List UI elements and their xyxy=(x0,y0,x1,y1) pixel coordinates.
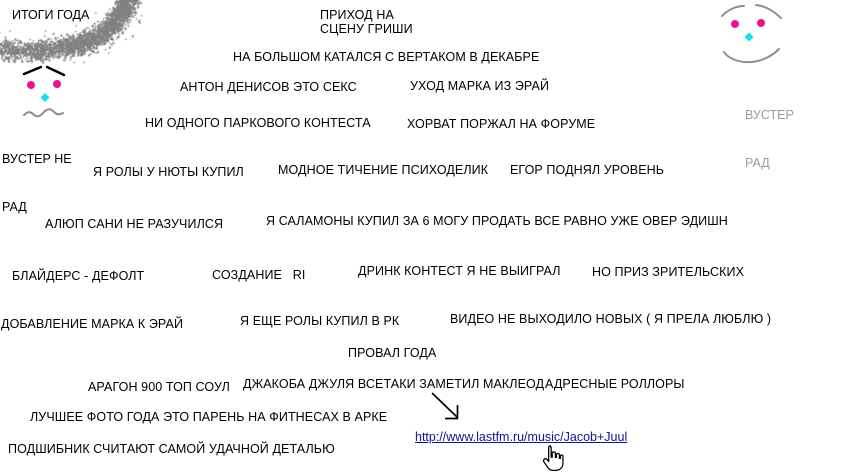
note: НО ПРИЗ ЗРИТЕЛЬСКИХ xyxy=(592,265,745,279)
note: Я ЕЩЕ РОЛЫ КУПИЛ В РК xyxy=(240,314,400,328)
note: ЕГОР ПОДНЯЛ УРОВЕНЬ xyxy=(510,163,665,177)
right-face-caption xyxy=(745,75,794,187)
left-caption-line1: ВУСТЕР НЕ xyxy=(2,152,72,166)
note: НА БОЛЬШОМ КАТАЛСЯ С ВЕРТАКОМ В ДЕКАБРЕ xyxy=(233,50,540,64)
note: ДРИНК КОНТЕСТ Я НЕ ВЫИГРАЛ xyxy=(358,264,561,278)
note: Я САЛАМОНЫ КУПИЛ ЗА 6 МОГУ ПРОДАТЬ ВСЕ РАВНО УЖЕ ОВЕР ЭДИШН xyxy=(266,214,728,228)
arrow-lines xyxy=(432,393,458,419)
eye-left-dot xyxy=(731,20,739,28)
note: НИ ОДНОГО ПАРКОВОГО КОНТЕСТА xyxy=(145,116,371,130)
eyebrow-right xyxy=(47,67,64,75)
note: СЦЕНУ ГРИШИ xyxy=(320,22,413,36)
note: ПРИХОД НА xyxy=(320,8,394,22)
left-face-caption xyxy=(2,119,72,231)
arrow-icon xyxy=(428,389,464,423)
note: АРАГОН 900 ТОП СОУЛ xyxy=(88,380,230,394)
smile-line xyxy=(724,49,779,62)
note: ЛУЧШЕЕ ФОТО ГОДА ЭТО ПАРЕНЬ НА ФИТНЕСАХ В АРКЕ xyxy=(30,410,388,424)
eyebrow-left xyxy=(24,67,41,74)
left-caption-line2: РАД xyxy=(2,200,27,214)
note: УХОД МАРКА ИЗ ЭРАЙ xyxy=(410,79,550,93)
angry-face xyxy=(18,60,78,120)
note: ХОРВАТ ПОРЖАЛ НА ФОРУМЕ xyxy=(407,117,596,131)
eye-right-dot xyxy=(53,80,61,88)
note: ДОБАВЛЕНИЕ МАРКА К ЭРАЙ xyxy=(1,317,184,331)
eye-left-dot xyxy=(27,81,35,89)
eyebrow-right xyxy=(756,5,781,18)
note: ДЖАКОБА ДЖУЛЯ ВСЕТАКИ ЗАМЕТИЛ МАКЛЕОД xyxy=(243,377,545,391)
note: ПОДШИБНИК СЧИТАЮТ САМОЙ УДАЧНОЙ ДЕТАЛЬЮ xyxy=(8,442,335,456)
hand-cursor-icon xyxy=(541,444,565,474)
happy-face xyxy=(710,2,790,70)
note: АЛЮП САНИ НЕ РАЗУЧИЛСЯ xyxy=(45,217,224,231)
note: ПРОВАЛ ГОДА xyxy=(348,346,437,360)
hand-cursor-outline xyxy=(544,446,563,470)
nose-dot xyxy=(745,33,754,42)
right-caption-line1: ВУСТЕР xyxy=(745,108,794,122)
eyebrow-left xyxy=(722,6,744,16)
note: СОЗДАНИЕ RI xyxy=(212,268,306,282)
note: Я РОЛЫ У НЮТЫ КУПИЛ xyxy=(93,165,244,179)
eye-right-dot xyxy=(757,19,765,27)
note: АДРЕСНЫЕ РОЛЛОРЫ xyxy=(545,377,685,391)
right-caption-line2: РАД xyxy=(745,156,770,170)
lastfm-link[interactable]: http://www.lastfm.ru/music/Jacob+Juul xyxy=(415,430,628,444)
note: ВИДЕО НЕ ВЫХОДИЛО НОВЫХ ( Я ПРЕЛА ЛЮБЛЮ ) xyxy=(450,312,772,326)
nose-dot xyxy=(41,93,50,102)
note: МОДНОЕ ТИЧЕНИЕ ПСИХОДЕЛИК xyxy=(278,163,489,177)
note: АНТОН ДЕНИСОВ ЭТО СЕКС xyxy=(180,80,357,94)
note: БЛАЙДЕРС - ДЕФОЛТ xyxy=(12,269,145,283)
page-title: ИТОГИ ГОДА xyxy=(12,8,90,22)
mouth-line xyxy=(24,109,63,116)
